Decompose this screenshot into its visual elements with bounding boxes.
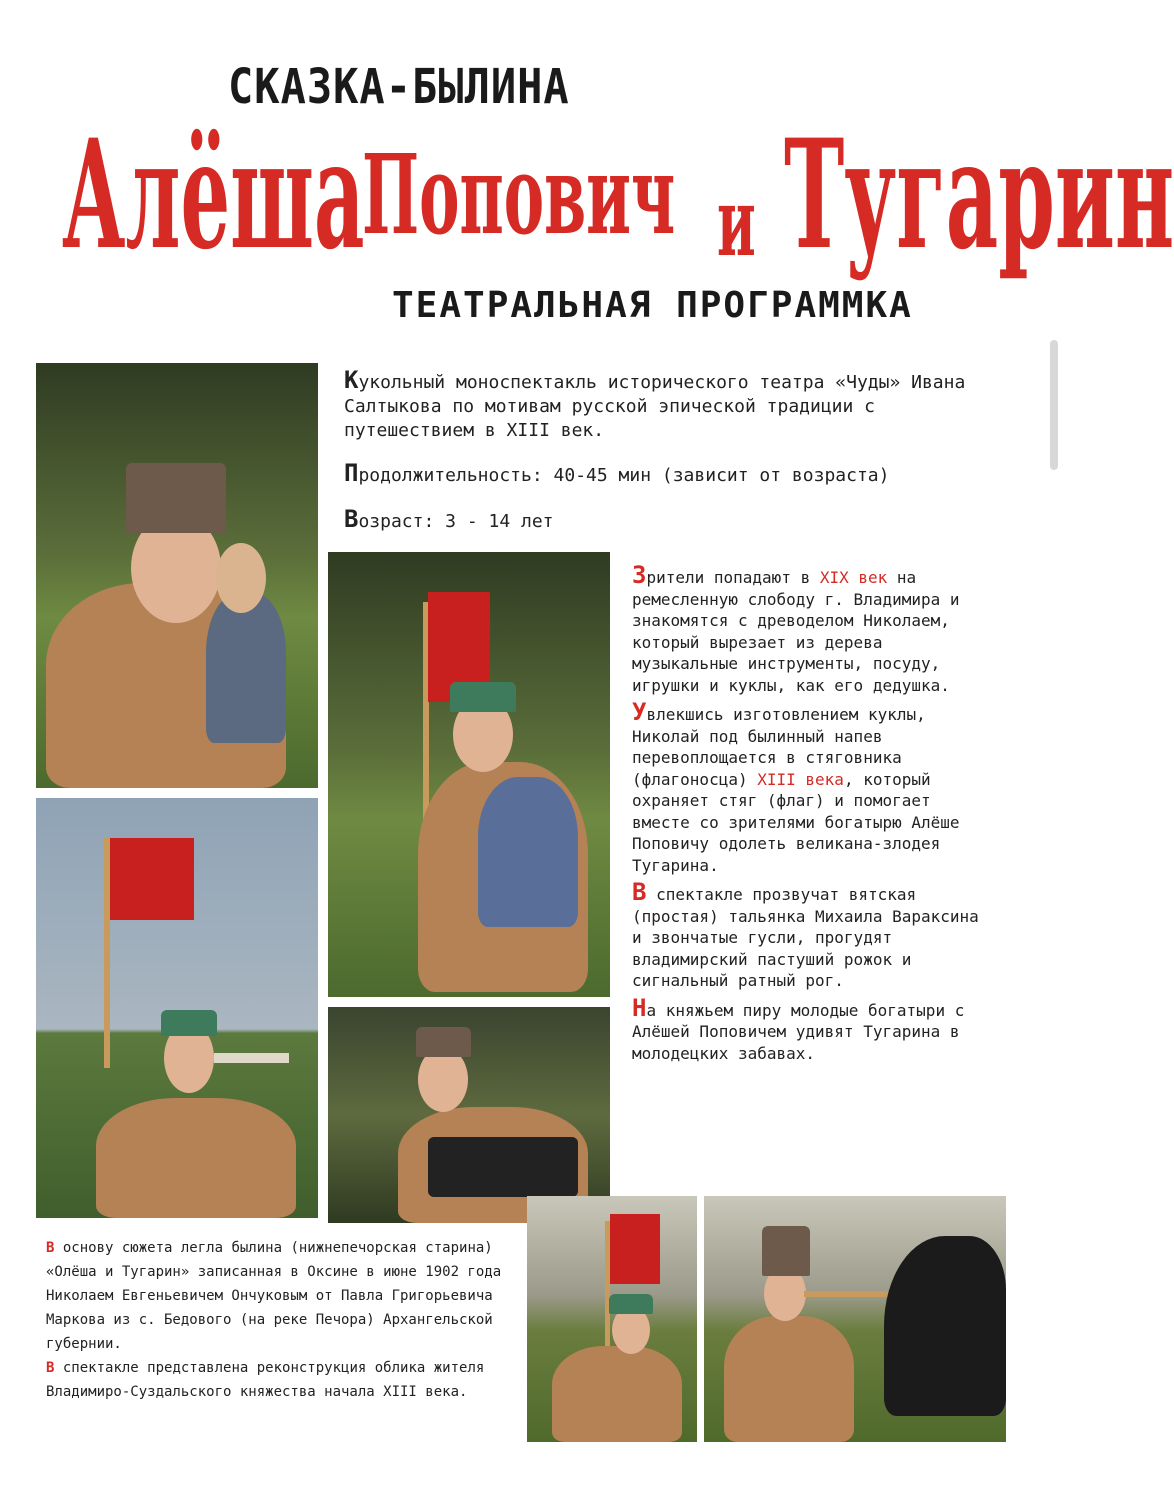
scrollbar[interactable] — [1050, 340, 1058, 470]
right-column-text — [632, 561, 992, 1070]
right-text: , который охраняет стяг (флаг) и помогает вместе со зрителями богатырю Алёше Поповичу одолеть великана-злодея Тугарина. — [632, 769, 960, 875]
age-text: озраст: 3 - 14 лет — [358, 511, 554, 532]
highlight-century: XIX век — [819, 568, 888, 587]
right-dropcap: У — [632, 698, 647, 726]
right-paragraph — [632, 993, 992, 1065]
program-heading: ТЕАТРАЛЬНАЯ ПРОГРАММКА — [392, 285, 913, 326]
right-paragraph — [632, 561, 992, 696]
bottom-paragraph — [46, 1356, 516, 1404]
age-line — [344, 505, 744, 533]
bottom-text-body: спектакле представлена реконструкция облика жителя Владимиро-Суздальского княжества начала XIII века. — [46, 1360, 485, 1400]
right-dropcap: Н — [632, 993, 647, 1022]
photo-puppet-woman — [527, 1196, 697, 1442]
right-dropcap: В — [632, 878, 647, 906]
photo-puppeteer-portrait — [36, 363, 318, 788]
photo-flag-puppets — [328, 552, 610, 997]
highlight-century: XIII века — [757, 769, 844, 789]
bottom-text — [46, 1236, 516, 1404]
right-text: спектакле прозвучат вятская (простая) тальянка Михаила Вараксина и звончатые гусли, прогудят владимирский пастуший рожок и сигнальный ратный рог. — [632, 885, 979, 990]
duration-text: родолжительность: 40-45 мин (зависит от возраста) — [358, 465, 890, 486]
bottom-dropcap: В — [46, 1360, 55, 1376]
intro-dropcap: К — [344, 366, 359, 394]
title-part-tugarin: Тугарин — [784, 107, 1174, 283]
right-text: влекшись изготовлением куклы, Николай под былинный напев перевоплощается в стяговника (флагоносца) — [632, 705, 926, 789]
duration-dropcap: П — [344, 459, 359, 487]
age-dropcap: В — [344, 505, 359, 533]
right-paragraph — [632, 878, 992, 992]
right-paragraph — [632, 698, 992, 876]
intro-paragraph — [344, 368, 984, 443]
title-part-alesha: Алёша — [62, 107, 365, 283]
subtitle: СКАЗКА-БЫЛИНА — [228, 58, 570, 115]
bottom-dropcap: В — [46, 1240, 55, 1256]
title-part-i: и — [717, 167, 756, 278]
right-text: на ремесленную слободу г. Владимира и знакомятся с древоделом Николаем, который вырезает из дерева музыкальные инструменты, посуду, игрушки и куклы, как его дедушка. — [632, 568, 960, 695]
bottom-text-body: основу сюжета легла былина (нижнепечорская старина) «Олёша и Тугарин» записанная в Оксине в июне 1902 года Николаем Евгеньевичем Ончуковым от Павла Григорьевича Маркова из с. Бедового (на реке Печора) Архангельской губернии. — [46, 1240, 502, 1352]
photo-horn-blower — [36, 798, 318, 1218]
right-text: а княжьем пиру молодые богатыри с Алёшей Поповичем удивят Тугарина в молодецких забавах. — [632, 1000, 965, 1063]
photo-pipe-cow — [704, 1196, 1006, 1442]
bottom-paragraph — [46, 1236, 516, 1356]
title-part-popovich: Попович — [362, 130, 676, 259]
intro-text: укольный моноспектакль исторического театра «Чуды» Ивана Салтыкова по мотивам русской эпической традиции с путешествием в XIII век. — [344, 372, 966, 441]
duration-line — [344, 459, 984, 487]
right-text: рители попадают в — [646, 568, 820, 587]
right-dropcap: З — [632, 561, 647, 589]
photo-accordion — [328, 1007, 610, 1223]
